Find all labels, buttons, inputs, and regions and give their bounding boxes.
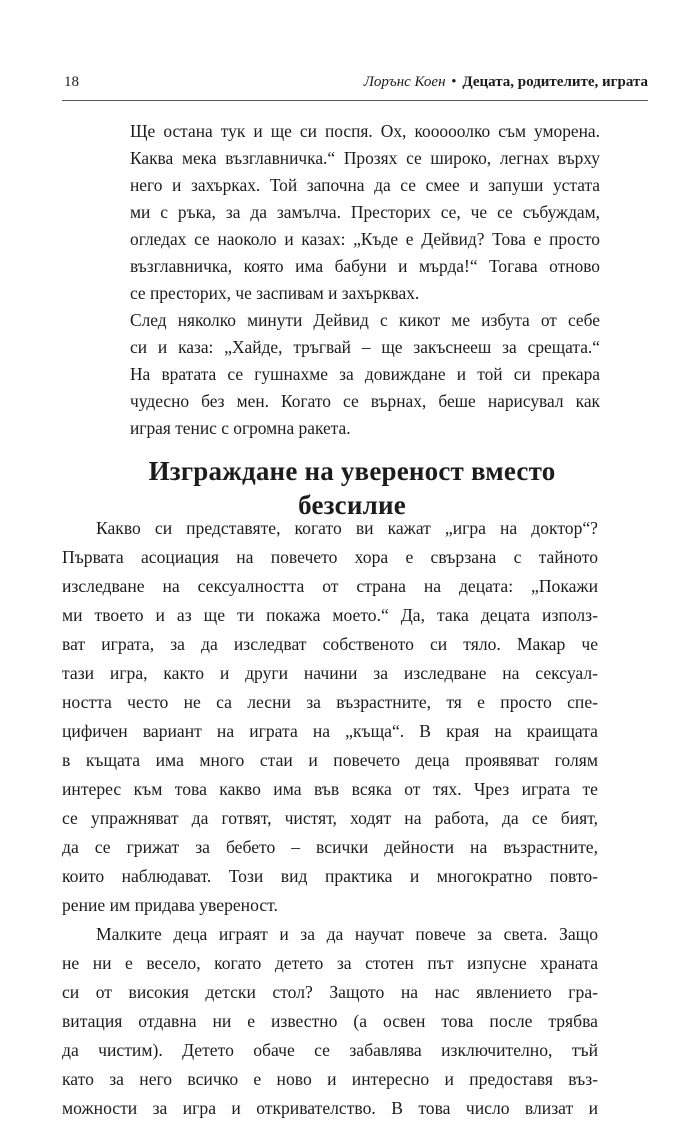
text-line: На вратата се гушнахме за довиждане и той си прекара bbox=[130, 364, 600, 384]
text-line: изследване на сексуалността от страна на децата: „Покажи bbox=[62, 576, 598, 596]
text-line: ността често не са лесни за възрастните, тя е просто спе- bbox=[62, 692, 598, 712]
text-line: тази игра, както и други начини за изследване на сексуал- bbox=[62, 663, 598, 683]
author-name: Лорънс Коен bbox=[363, 74, 446, 90]
text-line: можности за игра и откривателство. В това число влизат и bbox=[62, 1098, 598, 1118]
running-head bbox=[364, 74, 648, 91]
quoted-paragraph bbox=[130, 118, 600, 442]
text-line: Първата асоциация на повечето хора е свързана с тайното bbox=[62, 547, 598, 567]
text-line: интерес към това какво има във всяка от тях. Чрез играта те bbox=[62, 779, 598, 799]
text-line: възглавничка, която има бабуни и мърда!“ Тогава отново bbox=[130, 256, 600, 276]
text-line: да се грижат за бебето – всички дейности на възрастните, bbox=[62, 837, 598, 857]
text-line: играя тенис с огромна ракета. bbox=[130, 418, 351, 438]
text-line: витация отдавна ни е известно (а освен това после трябва bbox=[62, 1011, 598, 1031]
text-line: не ни е весело, когато детето за стотен път изпусне храната bbox=[62, 953, 598, 973]
text-line: огледах се наоколо и казах: „Къде е Дейвид? Това е просто bbox=[130, 229, 600, 249]
text-line: цифичен вариант на играта на „къща“. В края на краищата bbox=[62, 721, 598, 741]
text-line: чудесно без мен. Когато се върнах, беше нарисувал как bbox=[130, 391, 600, 411]
text-line: ват играта, за да изследват собственото си тяло. Макар че bbox=[62, 634, 598, 654]
quoted-story bbox=[130, 118, 600, 442]
text-line: си от високия детски стол? Защото на нас явлението гра- bbox=[62, 982, 598, 1002]
text-line: в къщата има много стаи и повечето деца проявяват голям bbox=[62, 750, 598, 770]
text-line: него и захърках. Той започна да се смее и запуши устата bbox=[130, 175, 600, 195]
text-line: които наблюдават. Този вид практика и многократно повто- bbox=[62, 866, 598, 886]
text-line: Малките деца играят и за да научат повече за света. Защо bbox=[96, 924, 598, 944]
page-number: 18 bbox=[64, 74, 79, 90]
text-line: като за него всичко е ново и интересно и предоставя въз- bbox=[62, 1069, 598, 1089]
book-title: Децата, родителите, играта bbox=[462, 74, 648, 90]
header-separator: • bbox=[451, 74, 457, 90]
text-line: Ще остана тук и ще си поспя. Ох, кооооолко съм уморена. bbox=[130, 121, 600, 141]
text-line: рение им придава увереност. bbox=[62, 895, 278, 915]
text-line: се упражняват да готвят, чистят, ходят на работа, да се бият, bbox=[62, 808, 598, 828]
text-line: ми с ръка, за да замълча. Престорих се, че се събуждам, bbox=[130, 202, 600, 222]
section-heading: Изграждане на увереност вместо безсилие bbox=[148, 456, 556, 520]
section-body bbox=[62, 514, 598, 1123]
text-line: ми твоето и аз ще ти покажа моето.“ Да, така децата използ- bbox=[62, 605, 598, 625]
header-rule bbox=[62, 100, 648, 101]
text-line: да чистим). Детето обаче се забавлява изключително, тъй bbox=[62, 1040, 598, 1060]
text-line: си и каза: „Хайде, тръгвай – ще закъснееш за срещата.“ bbox=[130, 337, 600, 357]
text-line: се престорих, че заспивам и захърквах. bbox=[130, 283, 420, 303]
text-line: Какво си представяте, когато ви кажат „игра на доктор“? bbox=[96, 518, 598, 538]
text-line: След няколко минути Дейвид с кикот ме избута от себе bbox=[130, 310, 600, 330]
text-line: Каква мека възглавничка.“ Прозях се широко, легнах върху bbox=[130, 148, 600, 168]
